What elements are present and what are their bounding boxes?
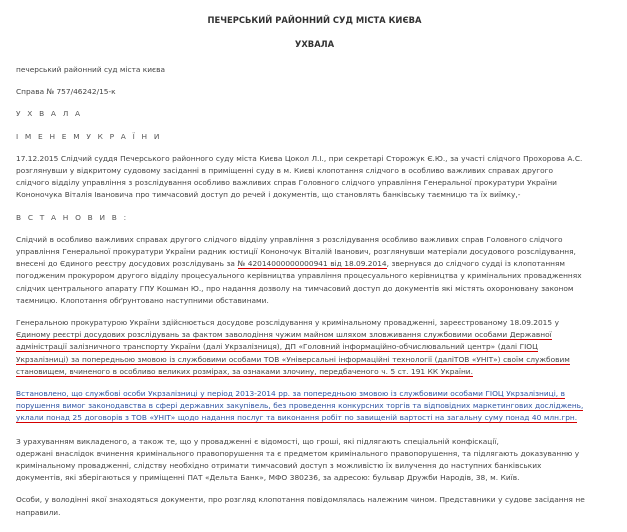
paragraph-line: документів, які зберігаються у приміщенні ПАТ «Дельта Банк», МФО 380236, за адресою: бульвар Дружби Народів, 38, м. Київ. <box>16 473 520 483</box>
registry-number-highlight: № 42014000000000941 від 18.09.2014 <box>237 259 387 269</box>
paragraph-fragment: , звернувся до слідчого судді із клопотанням <box>386 259 566 269</box>
underlined-line: Встановлено, що службові особи Укрзалізниці у період 2013-2014 рр. за попередньою змовою із службовими особами ГІОЦ Укрзалізниці, в <box>16 389 566 399</box>
paragraph-line: З урахуванням викладеного, а також те, що у провадженні є відомості, що гроші, які підлягають спеціальній конфіскації, <box>16 436 499 446</box>
paragraph-line: управління Генеральної прокуратури України радник юстиції Кононочук Віталій Іванович, розглянувши матеріали досудового розслідування, <box>16 247 576 257</box>
paragraph-line <box>16 366 613 378</box>
paragraph-line: погодженим прокурором другого відділу процесуального керівництва управління процесуального керівництва у кримінальних провадженнях <box>16 271 582 281</box>
court-title: ПЕЧЕРСЬКИЙ РАЙОННИЙ СУД МІСТА КИЄВА <box>207 15 422 25</box>
paragraph-line <box>16 354 613 366</box>
paragraph-line: слідчого відділу управління з розслідування особливо важливих справ Головного слідчого управління Генеральної прокуратури України <box>16 178 557 188</box>
underlined-line: уклали понад 25 договорів з ТОВ «УНІТ» щодо надання послуг та виконання робіт по завищеній вартості на загальну суму понад 40 млн.грн. <box>16 413 578 423</box>
paragraph-line <box>16 400 613 412</box>
imenem-ukrainy-label: І М Е Н Е М У К Р А Ї Н И <box>16 131 162 141</box>
underlined-line: Єдиному реєстрі досудових розслідувань за фактом заволодіння чужим майном шляхом зловживання службовими особами Державної <box>16 330 552 340</box>
paragraph-line: розглянувши у відкритому судовому засіданні в приміщенні суду в м. Києві клопотання слідчого в особливо важливих справах другого <box>16 166 554 176</box>
paragraph-line: Слідчий в особливо важливих справах другого слідчого відділу управління з розслідування особливо важливих справ Головного слідчого <box>16 234 563 244</box>
paragraph-line <box>16 388 613 400</box>
ukhvala-label: У Х В А Л А <box>16 109 83 119</box>
paragraph-line: Особи, у володінні якої знаходяться документи, про розгляд клопотання повідомлялась належним чином. Представники у судове засідання не <box>16 495 585 505</box>
paragraph-line: одержані внаслідок вчинення кримінального правопорушення та є предметом кримінального правопорушення, та підлягають доказуванню у <box>16 448 580 458</box>
paragraph-investigator <box>16 234 613 307</box>
paragraph-line <box>16 329 613 341</box>
paragraph-line: кримінальному провадженні, слідству необхідно отримати тимчасовий доступ з можливістю їх вилучення до наступних банківських <box>16 461 542 471</box>
paragraph-notification <box>16 494 613 518</box>
underlined-line: становищем, вчиненого в особливо великих розмірах, за ознаками злочину, передбаченого ч. 5 ст. 191 КК України. <box>16 366 473 376</box>
underlined-line: адміністрації залізничного транспорту України (далі Укрзалізниця), ДП «Головний інформаційно-обчислювальний центр» (далі ГІОЦ <box>16 342 538 352</box>
paragraph-fragment: внесені до Єдиного реєстру досудових розслідувань за <box>16 259 238 269</box>
paragraph-established <box>16 388 613 425</box>
paragraph-intro <box>16 153 613 202</box>
ruling-heading: УХВАЛА <box>294 39 335 49</box>
vstanovyv-label: В С Т А Н О В И В : <box>16 212 129 222</box>
paragraph-line <box>16 412 613 424</box>
paragraph-line <box>16 258 613 270</box>
paragraph-line: таємницю. Клопотання обґрунтовано наступними обставинами. <box>16 295 269 305</box>
case-number: Справа № 757/46242/15-к <box>16 87 116 97</box>
underlined-line: порушення вимог законодавства в сфері державних закупівель, без проведення конкурсних торгів та відповідних маркетингових досліджень, <box>16 401 584 411</box>
paragraph-line: 17.12.2015 Слідчий суддя Печерського районного суду міста Києва Цокол Л.І., при секретарі Сторожук Є.Ю., за участі слідчого Прохорова А.С. <box>16 153 583 163</box>
court-name-line: печерський районний суд міста києва <box>16 65 165 74</box>
underlined-line: Укрзалізниці) за попередньою змовою із службовими особами ТОВ «Універсальні інформаційні технології (даліТОВ «УНІТ») своїм службовим <box>16 354 570 364</box>
paragraph-line <box>16 341 613 353</box>
paragraph-line: слідчих центрального апарату ГПУ Кошман Ю., про надання дозволу на тимчасовий доступ до документів які містять охоронювану законом <box>16 283 574 293</box>
paragraph-investigation <box>16 317 613 378</box>
paragraph-considering <box>16 436 613 485</box>
paragraph-line: Генеральною прокуратурою України здійснюється досудове розслідування у кримінальному провадженні, зареєстрованому 18.09.2015 у <box>16 318 559 328</box>
paragraph-line: Кононочука Віталія Івановича про тимчасовий доступ до речей і документів, що становлять банківську таємницю та їх виїмку,- <box>16 190 521 200</box>
paragraph-line: направили. <box>16 507 61 517</box>
